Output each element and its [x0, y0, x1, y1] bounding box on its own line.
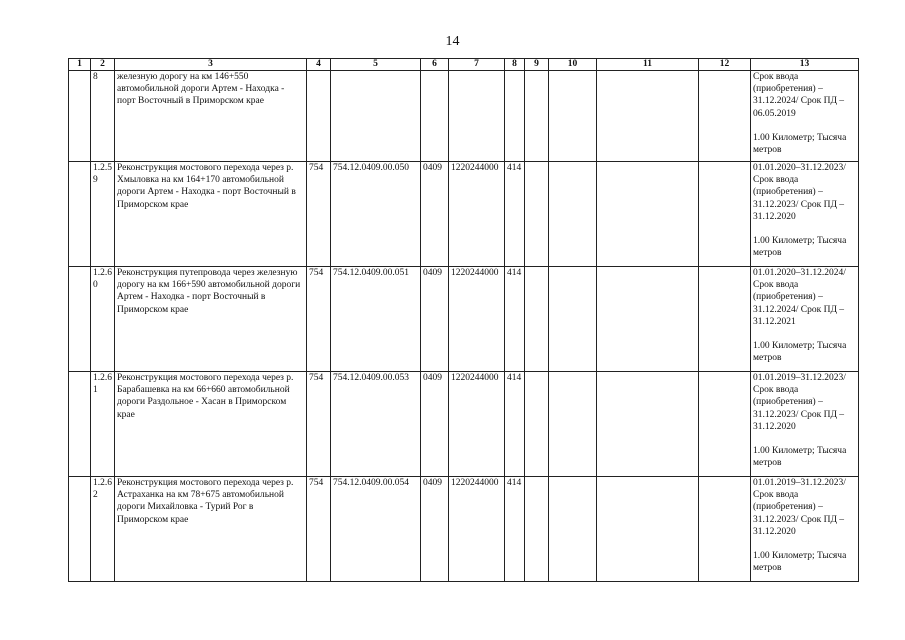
cell-c10	[549, 372, 597, 477]
cell-c3: железную дорогу на км 146+550 автомобильной дороги Артем - Находка - порт Восточный в Приморском крае	[115, 71, 307, 162]
cell-c5: 754.12.0409.00.054	[331, 477, 421, 582]
cell-c13	[751, 477, 859, 582]
unit-text: 1.00 Километр; Тысяча метров	[753, 236, 847, 259]
cell-c7: 1220244000	[449, 267, 505, 372]
cell-c11	[597, 71, 699, 162]
table-row	[69, 267, 859, 372]
cell-c12	[699, 477, 751, 582]
cell-c9	[525, 71, 549, 162]
cell-c3: Реконструкция мостового перехода через р. Хмыловка на км 164+170 автомобильной дороги Артем - Находка - порт Восточный в Приморском крае	[115, 162, 307, 267]
spacer	[753, 120, 856, 132]
column-header-7: 7	[449, 59, 505, 71]
cell-c5	[331, 71, 421, 162]
cell-c12	[699, 162, 751, 267]
column-header-12: 12	[699, 59, 751, 71]
cell-c4: 754	[307, 477, 331, 582]
cell-c10	[549, 162, 597, 267]
cell-c9	[525, 372, 549, 477]
column-header-5: 5	[331, 59, 421, 71]
cell-c13	[751, 71, 859, 162]
cell-c5: 754.12.0409.00.053	[331, 372, 421, 477]
cell-c2: 1.2.6 1	[91, 372, 115, 477]
cell-c1	[69, 477, 91, 582]
cell-c7: 1220244000	[449, 477, 505, 582]
cell-c9	[525, 267, 549, 372]
cell-c11	[597, 477, 699, 582]
spacer	[753, 433, 856, 445]
column-header-9: 9	[525, 59, 549, 71]
cell-c4	[307, 71, 331, 162]
cell-c1	[69, 71, 91, 162]
cell-c6: 0409	[421, 267, 449, 372]
cell-c13	[751, 372, 859, 477]
spacer	[753, 223, 856, 235]
column-header-6: 6	[421, 59, 449, 71]
cell-c8	[505, 71, 525, 162]
cell-c5: 754.12.0409.00.050	[331, 162, 421, 267]
header-row	[69, 59, 859, 71]
cell-c12	[699, 71, 751, 162]
cell-c1	[69, 372, 91, 477]
term-text: Срок ввода (приобретения) – 31.12.2024/ Срок ПД – 06.05.2019	[753, 72, 845, 119]
cell-c11	[597, 162, 699, 267]
term-text: 01.01.2020–31.12.2023/ Срок ввода (приобретения) – 31.12.2023/ Срок ПД – 31.12.2020	[753, 163, 846, 222]
cell-c1	[69, 267, 91, 372]
unit-text: 1.00 Километр; Тысяча метров	[753, 446, 847, 469]
cell-c10	[549, 477, 597, 582]
cell-c11	[597, 267, 699, 372]
spacer	[753, 328, 856, 340]
cell-c7: 1220244000	[449, 372, 505, 477]
cell-c13	[751, 162, 859, 267]
cell-c8: 414	[505, 162, 525, 267]
column-header-2: 2	[91, 59, 115, 71]
cell-c4: 754	[307, 267, 331, 372]
column-header-1: 1	[69, 59, 91, 71]
cell-c6: 0409	[421, 477, 449, 582]
cell-c2: 1.2.6 2	[91, 477, 115, 582]
cell-c2: 8	[91, 71, 115, 162]
cell-c11	[597, 372, 699, 477]
column-header-11: 11	[597, 59, 699, 71]
cell-c6: 0409	[421, 372, 449, 477]
column-header-13: 13	[751, 59, 859, 71]
column-header-4: 4	[307, 59, 331, 71]
cell-c1	[69, 162, 91, 267]
table-row	[69, 372, 859, 477]
page-number: 14	[445, 34, 460, 49]
term-text: 01.01.2019–31.12.2023/ Срок ввода (приобретения) – 31.12.2023/ Срок ПД – 31.12.2020	[753, 373, 846, 432]
spacer	[753, 538, 856, 550]
cell-c10	[549, 71, 597, 162]
cell-c13	[751, 267, 859, 372]
column-header-8: 8	[505, 59, 525, 71]
term-text: 01.01.2019–31.12.2023/ Срок ввода (приобретения) – 31.12.2023/ Срок ПД – 31.12.2020	[753, 478, 846, 537]
table-row	[69, 71, 859, 162]
term-text: 01.01.2020–31.12.2024/ Срок ввода (приобретения) – 31.12.2024/ Срок ПД – 31.12.2021	[753, 268, 846, 327]
cell-c3: Реконструкция путепровода через железную дорогу на км 166+590 автомобильной дороги Артем - Находка - порт Восточный в Приморском крае	[115, 267, 307, 372]
cell-c7	[449, 71, 505, 162]
cell-c2: 1.2.5 9	[91, 162, 115, 267]
cell-c8: 414	[505, 372, 525, 477]
cell-c4: 754	[307, 372, 331, 477]
unit-text: 1.00 Километр; Тысяча метров	[753, 132, 847, 156]
cell-c9	[525, 477, 549, 582]
column-header-3: 3	[115, 59, 307, 71]
unit-text: 1.00 Километр; Тысяча метров	[753, 341, 847, 364]
cell-c9	[525, 162, 549, 267]
data-table	[68, 58, 859, 582]
cell-c12	[699, 267, 751, 372]
cell-c10	[549, 267, 597, 372]
unit-text: 1.00 Километр; Тысяча метров	[753, 551, 847, 574]
column-header-10: 10	[549, 59, 597, 71]
cell-c3: Реконструкция мостового перехода через р. Барабашевка на км 66+660 автомобильной дороги Раздольное - Хасан в Приморском крае	[115, 372, 307, 477]
cell-c4: 754	[307, 162, 331, 267]
cell-c7: 1220244000	[449, 162, 505, 267]
cell-c8: 414	[505, 477, 525, 582]
cell-c3: Реконструкция мостового перехода через р. Астраханка на км 78+675 автомобильной дороги Михайловка - Турий Рог в Приморском крае	[115, 477, 307, 582]
table-row	[69, 477, 859, 582]
cell-c5: 754.12.0409.00.051	[331, 267, 421, 372]
cell-c2: 1.2.6 0	[91, 267, 115, 372]
cell-c6: 0409	[421, 162, 449, 267]
cell-c8: 414	[505, 267, 525, 372]
table-row	[69, 162, 859, 267]
cell-c12	[699, 372, 751, 477]
cell-c6	[421, 71, 449, 162]
